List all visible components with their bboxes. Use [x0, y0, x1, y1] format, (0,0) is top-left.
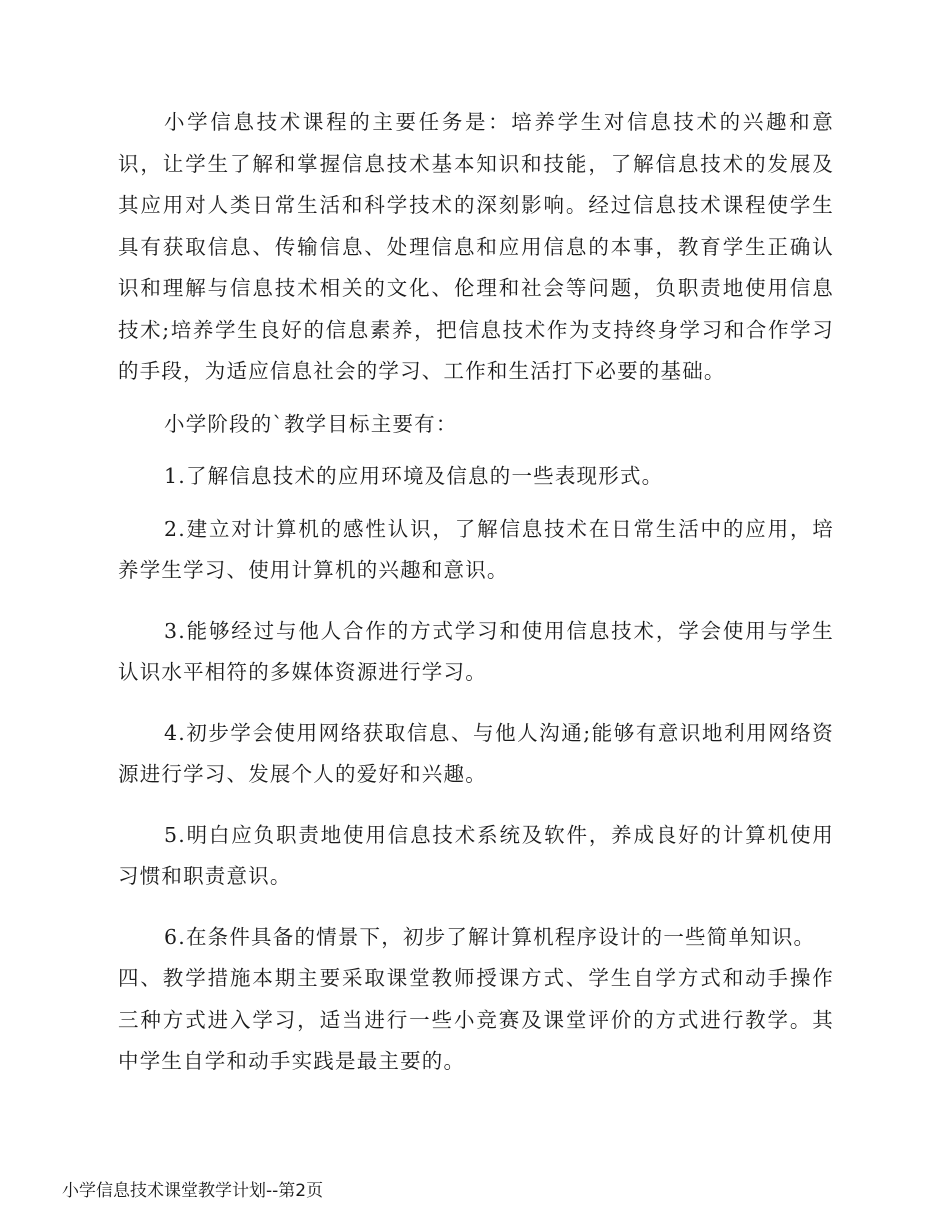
paragraph-goal-6: 6.在条件具备的情景下，初步了解计算机程序设计的一些简单知识。 [164, 924, 816, 949]
paragraph-goal-5: 5.明白应负职责地使用信息技术系统及软件，养成良好的计算机使用习惯和职责意识。 [118, 822, 834, 888]
paragraph-goals-intro: 小学阶段的`教学目标主要有： [164, 411, 458, 436]
paragraph-goal-2: 2.建立对计算机的感性认识，了解信息技术在日常生活中的应用，培养学生学习、使用计算机的兴趣和意识。 [118, 516, 834, 582]
page-footer: 小学信息技术课堂教学计划--第2页 [62, 1181, 324, 1201]
paragraph-goal-4: 4.初步学会使用网络获取信息、与他人沟通;能够有意识地利用网络资源进行学习、发展个人的爱好和兴趣。 [118, 720, 834, 786]
paragraph-teaching-measures: 四、教学措施本期主要采取课堂教师授课方式、学生自学方式和动手操作三种方式进入学习，适当进行一些小竞赛及课堂评价的方式进行教学。其中学生自学和动手实践是最主要的。 [118, 966, 834, 1073]
paragraph-goal-1: 1.了解信息技术的应用环境及信息的一些表现形式。 [164, 464, 664, 488]
paragraph-course-task: 小学信息技术课程的主要任务是：培养学生对信息技术的兴趣和意识，让学生了解和掌握信息技术基本知识和技能，了解信息技术的发展及其应用对人类日常生活和科学技术的深刻影响。经过信息技术课程使学生具有获取信息、传输信息、处理信息和应用信息的本事，教育学生正确认识和理解与信息技术相关的文化、伦理和社会等问题，负职责地使用信息技术;培养学生良好的信息素养，把信息技术作为支持终身学习和合作学习的手段，为适应信息社会的学习、工作和生活打下必要的基础。 [118, 110, 834, 383]
document-body [118, 102, 834, 1083]
paragraph-goal-3: 3.能够经过与他人合作的方式学习和使用信息技术，学会使用与学生认识水平相符的多媒体资源进行学习。 [118, 618, 834, 684]
